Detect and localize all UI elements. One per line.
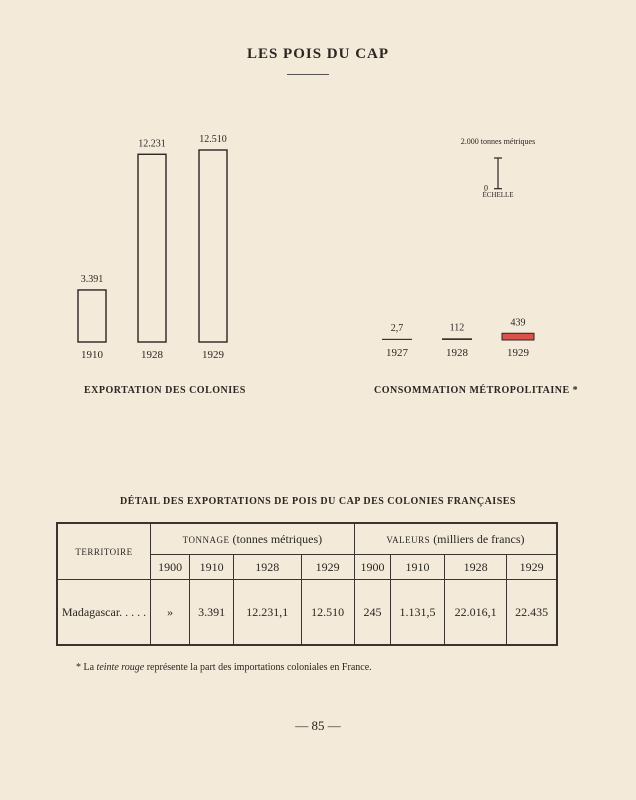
territory-cell: Madagascar. . . . .: [57, 580, 151, 646]
group-tonnage-label: TONNAGE: [182, 534, 230, 545]
year-header: 1910: [391, 555, 445, 580]
scale-top-label: 2.000 tonnes métriques: [460, 137, 536, 146]
detail-table: [56, 522, 558, 646]
scale-caption: ÉCHELLE: [482, 191, 514, 199]
bar: [138, 154, 166, 342]
data-label: 3.391: [80, 273, 104, 285]
bar: [199, 150, 227, 342]
group-valeurs: [354, 523, 557, 555]
footnote-pre: La: [81, 662, 97, 673]
year-header: 1900: [151, 555, 190, 580]
tick-label: 1929: [507, 347, 529, 359]
footnote-post: représente la part des importations coloniales en France.: [144, 662, 372, 673]
year-header: 1929: [301, 555, 354, 580]
data-label: 12.231: [138, 138, 166, 150]
tonnage-cell: 12.231,1: [234, 580, 301, 646]
year-header: 1900: [354, 555, 390, 580]
year-header: 1928: [444, 555, 506, 580]
bar: [502, 333, 534, 340]
valeur-cell: 1.131,5: [391, 580, 445, 646]
group-tonnage: [151, 523, 355, 555]
valeur-cell: 22.435: [507, 580, 557, 646]
group-valeurs-unit: (milliers de francs): [433, 531, 525, 546]
valeur-cell: 245: [354, 580, 390, 646]
tonnage-cell: 12.510: [301, 580, 354, 646]
footnote-star: *: [76, 662, 81, 673]
data-label: 2,7: [390, 322, 404, 334]
bar: [78, 290, 106, 342]
page-title: LES POIS DU CAP: [246, 46, 390, 62]
chart-1-title: EXPORTATION DES COLONIES: [84, 385, 246, 396]
group-tonnage-unit: (tonnes métriques): [232, 531, 323, 546]
chart-2-title: CONSOMMATION MÉTROPOLITAINE *: [374, 385, 579, 396]
valeur-cell: 22.016,1: [444, 580, 506, 646]
year-header: 1929: [507, 555, 557, 580]
page-number: — 85 —: [295, 718, 341, 733]
data-label: 12.510: [199, 134, 227, 145]
bar: [382, 339, 412, 340]
bar: [442, 338, 472, 340]
tonnage-cell: »: [151, 580, 190, 646]
tonnage-cell: 3.391: [190, 580, 234, 646]
footnote: [76, 662, 372, 673]
tick-label: 1929: [202, 349, 224, 361]
data-label: 439: [510, 317, 526, 329]
table-row: [57, 580, 557, 646]
tick-label: 1927: [386, 347, 408, 359]
year-header: 1910: [190, 555, 234, 580]
tick-label: 1910: [81, 349, 103, 361]
group-valeurs-label: VALEURS: [386, 534, 431, 545]
col-territoire: TERRITOIRE: [57, 523, 151, 580]
year-header: 1928: [234, 555, 301, 580]
data-label: 112: [449, 322, 465, 334]
scale-bottom-label: 0: [484, 183, 488, 193]
table-title: DÉTAIL DES EXPORTATIONS DE POIS DU CAP DES COLONIES FRANÇAISES: [119, 496, 516, 507]
tick-label: 1928: [141, 349, 163, 361]
tick-label: 1928: [446, 347, 468, 359]
footnote-italic: teinte rouge: [96, 662, 145, 673]
